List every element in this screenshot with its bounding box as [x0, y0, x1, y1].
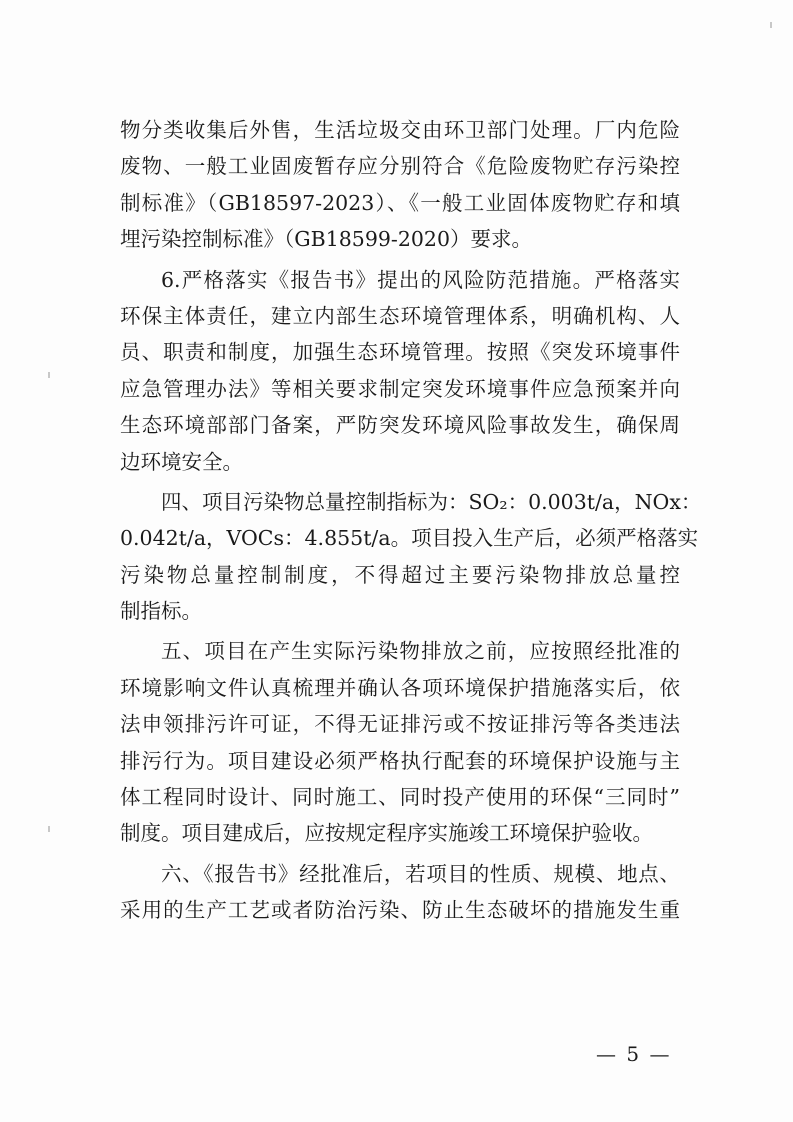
text-line: 边环境安全。	[120, 449, 243, 474]
paragraph-total-emission-control	[120, 484, 702, 630]
text-line: 环保主体责任，建立内部生态环境管理体系，明确机构、人	[120, 303, 680, 328]
text-line: 制度。项目建成后，应按规定程序实施竣工环境保护验收。	[120, 821, 653, 846]
text-line: 采用的生产工艺或者防治污染、防止生态破坏的措施发生重	[120, 898, 680, 923]
text-line: 0.042t/a，VOCs：4.855t/a。项目投入生产后，必须严格落实	[120, 526, 699, 551]
text-line: 应急管理办法》等相关要求制定突发环境事件应急预案并向	[120, 376, 680, 401]
scan-speck	[48, 372, 50, 378]
body-text	[120, 112, 702, 933]
paragraph-risk-prevention	[120, 262, 680, 480]
text-line: 四、项目污染物总量控制指标为：SO₂：0.003t/a，NOx：	[161, 489, 702, 514]
text-line: 埋污染控制标准》（GB18599-2020）要求。	[120, 227, 533, 252]
text-line: 6.严格落实《报告书》提出的风险防范措施。严格落实	[161, 267, 680, 292]
text-line: 体工程同时设计、同时施工、同时投产使用的环保“三同时”	[120, 785, 680, 810]
text-line: 物分类收集后外售，生活垃圾交由环卫部门处理。厂内危险	[120, 118, 680, 142]
paragraph-discharge-permit	[120, 633, 680, 851]
text-line: 六、《报告书》经批准后，若项目的性质、规模、地点、	[161, 861, 680, 886]
text-line: 制指标。	[120, 599, 202, 624]
page-number: — 5 —	[596, 1042, 672, 1066]
text-line: 废物、一般工业固废暂存应分别符合《危险废物贮存污染控	[120, 154, 680, 179]
text-line: 五、项目在产生实际污染物排放之前，应按照经批准的	[161, 639, 680, 664]
scan-speck	[48, 826, 50, 832]
text-line: 制标准》（GB18597-2023）、《一般工业固体废物贮存和填	[120, 190, 680, 215]
paragraph-report-approval	[120, 856, 680, 929]
text-line: 污染物总量控制制度，不得超过主要污染物排放总量控	[120, 562, 680, 587]
scan-speck	[770, 22, 772, 28]
text-line: 法申领排污许可证，不得无证排污或不按证排污等各类违法	[120, 712, 680, 737]
text-line: 生态环境部部门备案，严防突发环境风险事故发生，确保周	[120, 413, 680, 438]
paragraph-waste-disposal	[120, 112, 680, 258]
text-line: 员、职责和制度，加强生态环境管理。按照《突发环境事件	[120, 340, 680, 365]
text-line: 环境影响文件认真梳理并确认各项环境保护措施落实后，依	[120, 675, 680, 700]
text-line: 排污行为。项目建设必须严格执行配套的环境保护设施与主	[120, 748, 680, 773]
